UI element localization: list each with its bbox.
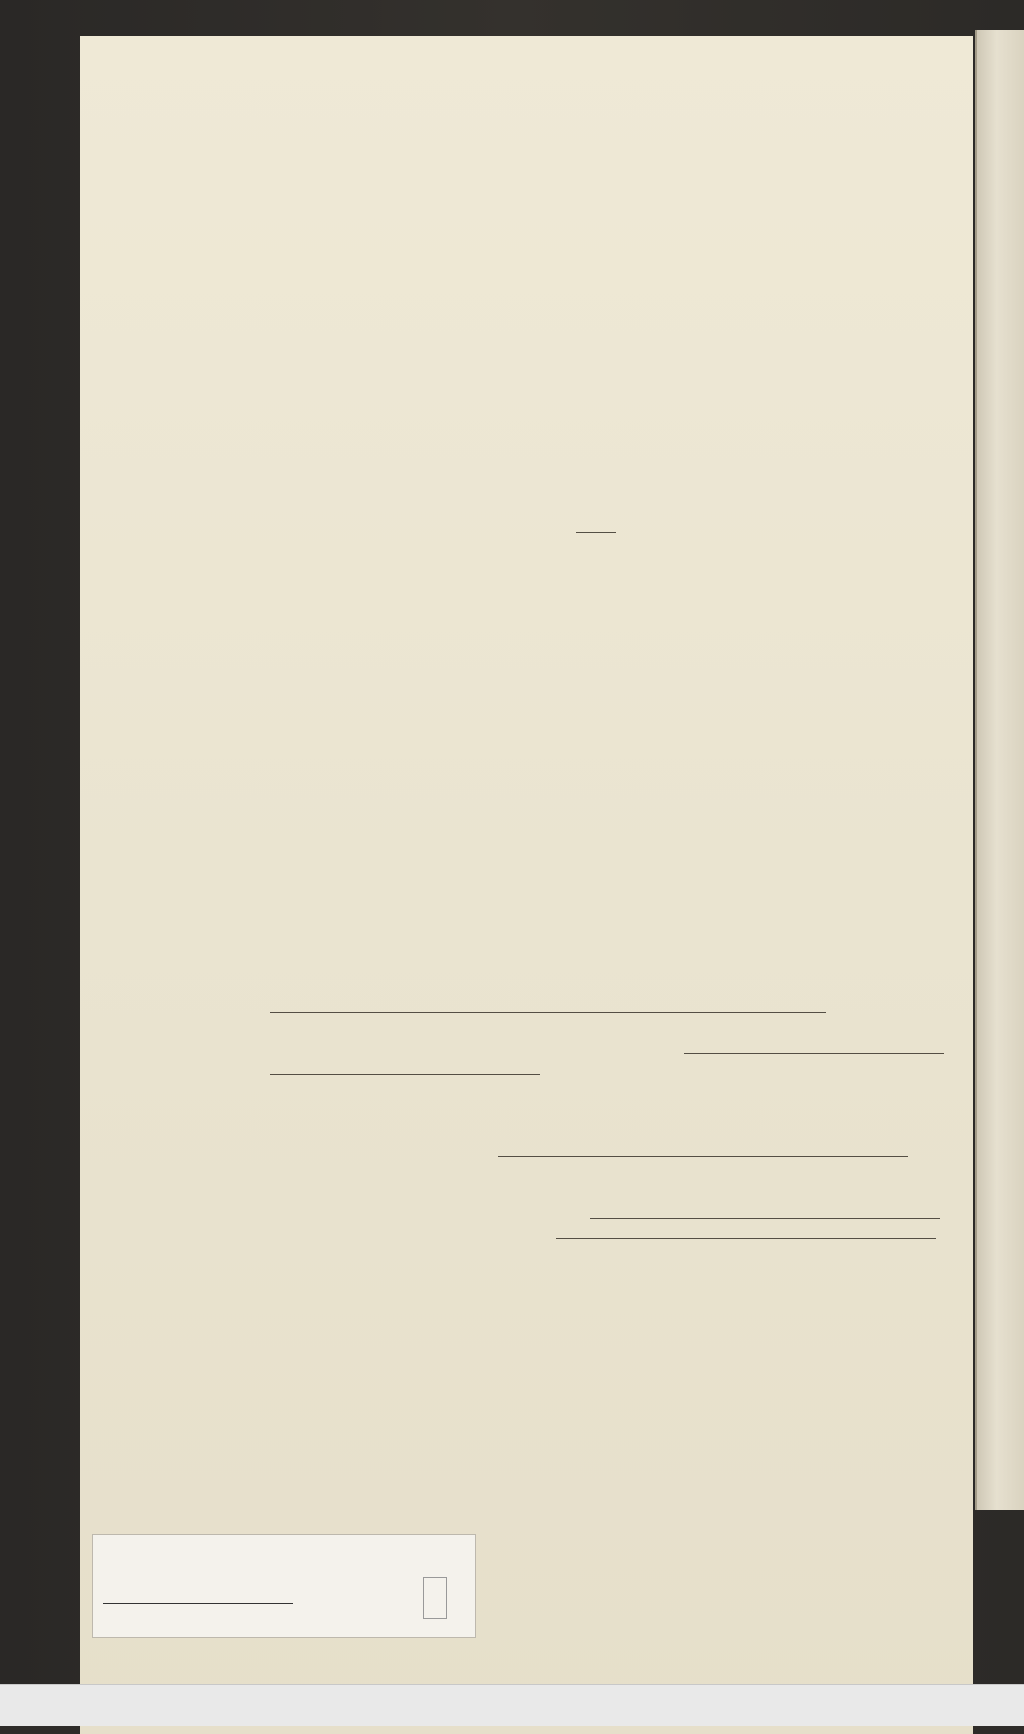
ink-underline — [576, 532, 616, 533]
page-surface — [80, 36, 973, 1734]
ink-underline — [590, 1218, 940, 1219]
adjacent-page-edge — [975, 30, 1024, 1510]
ink-underline — [498, 1156, 908, 1157]
footer-bar — [0, 1684, 1024, 1726]
ink-underline — [270, 1074, 540, 1075]
ink-underline — [684, 1053, 944, 1054]
gray-swatch-mid — [409, 1577, 423, 1619]
ink-underline — [270, 1012, 826, 1013]
color-reference-card — [92, 1534, 476, 1638]
gray-swatch-dark — [387, 1577, 409, 1619]
ink-underline — [556, 1238, 936, 1239]
book-page — [80, 36, 973, 1734]
gray-swatch-light — [423, 1577, 447, 1619]
measurement-ruler — [103, 1579, 293, 1604]
